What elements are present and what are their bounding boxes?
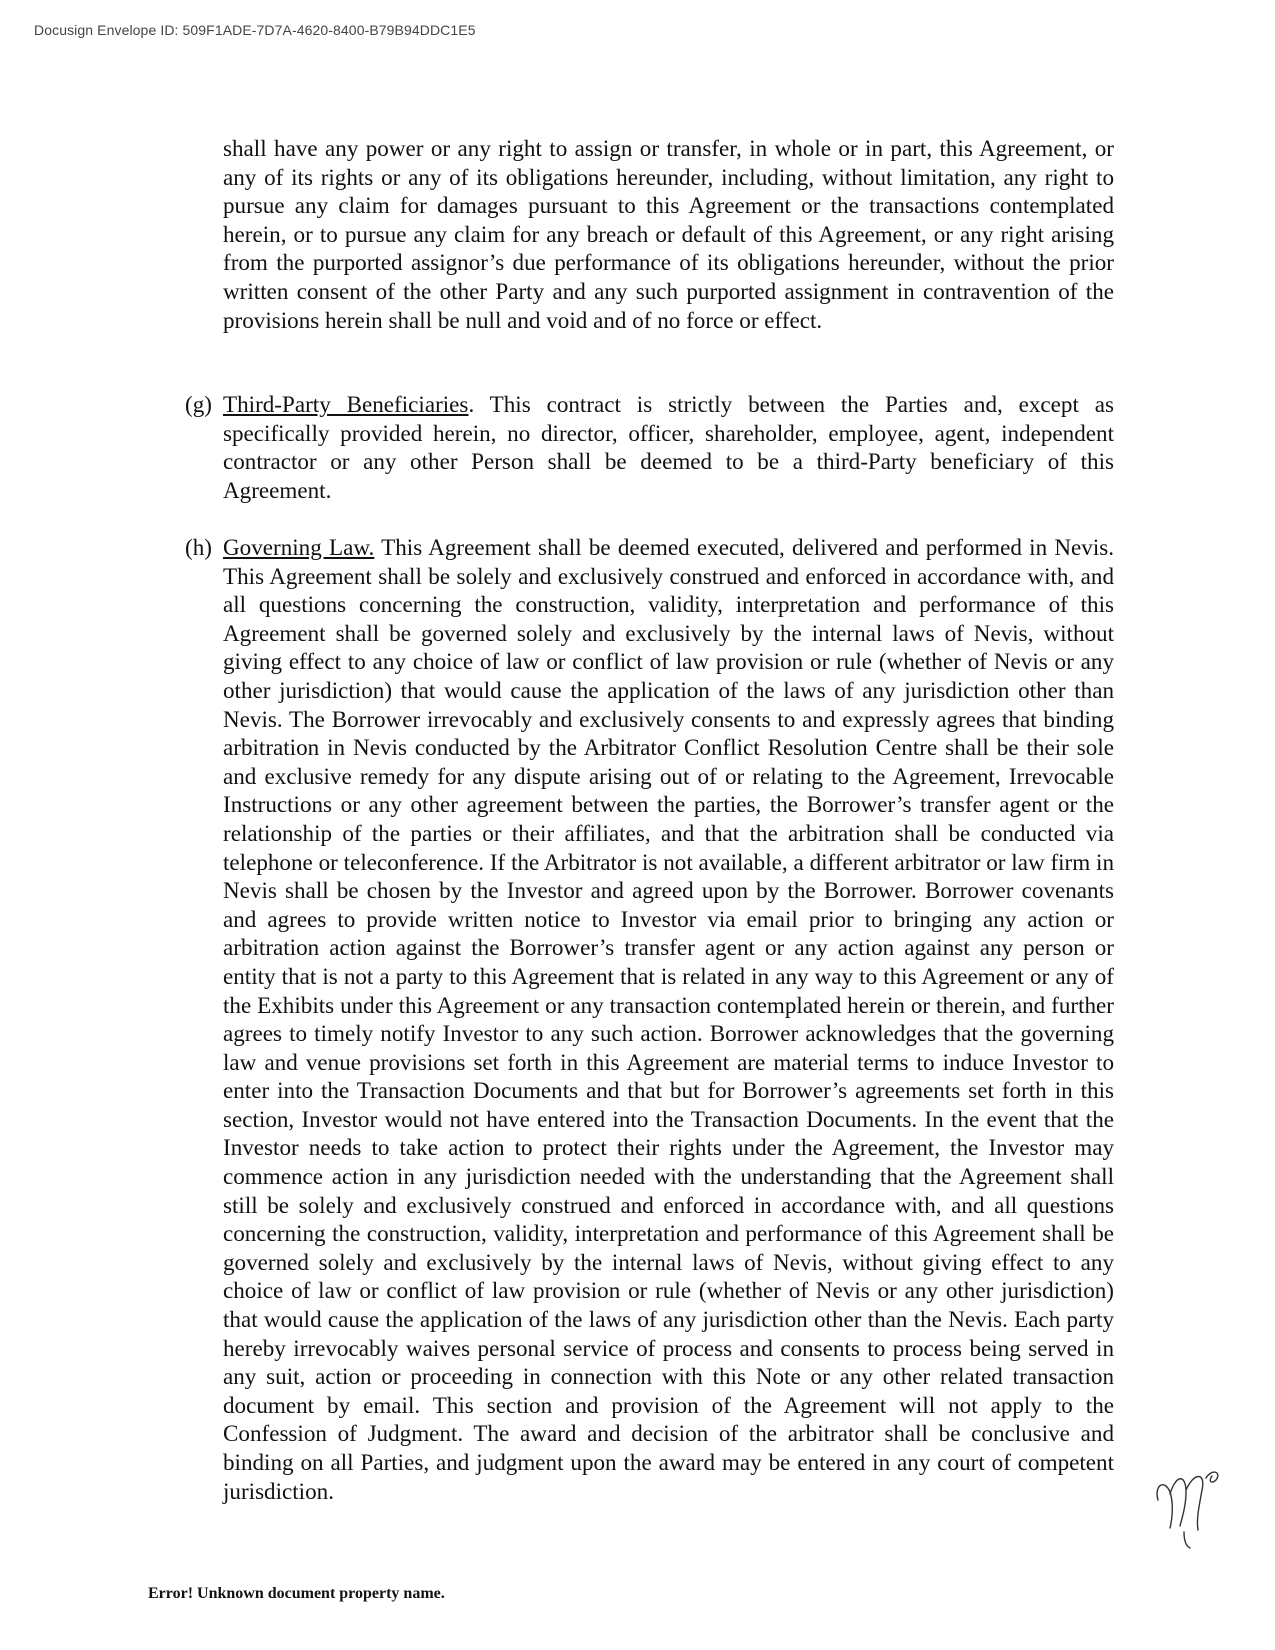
clause-h-label: (h) xyxy=(185,534,212,560)
envelope-id: Docusign Envelope ID: 509F1ADE-7D7A-4620-8400-B79B94DDC1E5 xyxy=(34,22,476,38)
clause-g-text: . This contract is strictly between the Parties and, except as specifically provided herein, no director, officer, shareholder, employee, agent, independent contractor or any other Person shall be deemed to be a third-Party beneficiary of this Agreement. xyxy=(223,391,1114,503)
clause-g-body xyxy=(223,390,1114,504)
footer-error-text: Error! Unknown document property name. xyxy=(148,1585,445,1602)
clause-h-heading: Governing Law. xyxy=(223,534,375,560)
initials-signature xyxy=(1150,1460,1235,1555)
clause-h-text: This Agreement shall be deemed executed, delivered and performed in Nevis. This Agreement shall be solely and exclusively construed and enforced in accordance with, and all questions concerning the construction, validity, interpretation and performance of this Agreement shall be governed solely and exclusively by the internal laws of Nevis, without giving effect to any choice of law or conflict of law provision or rule (whether of Nevis or any other jurisdiction) that would cause the application of the laws of any jurisdiction other than Nevis. The Borrower irrevocably and exclusively consents to and expressly agrees that binding arbitration in Nevis conducted by the Arbitrator Conflict Resolution Centre shall be their sole and exclusive remedy for any dispute arising out of or relating to the Agreement, Irrevocable Instructions or any other agreement between the parties, the Borrower’s transfer agent or the relationship of the parties or their affiliates, and that the arbitration shall be conducted via telephone or teleconference. If the Arbitrator is not available, a different arbitrator or law firm in Nevis shall be chosen by the Investor and agreed upon by the Borrower. Borrower covenants and agrees to provide written notice to Investor via email prior to bringing any action or arbitration action against the Borrower’s transfer agent or any action against any person or entity that is not a party to this Agreement that is related in any way to this Agreement or any of the Exhibits under this Agreement or any transaction contemplated herein or therein, and further agrees to timely notify Investor to any such action. Borrower acknowledges that the governing law and venue provisions set forth in this Agreement are material terms to induce Investor to enter into the Transaction Documents and that but for Borrower’s agreements set forth in this section, Investor would not have entered into the Transaction Documents. In the event that the Investor needs to take action to protect their rights under the Agreement, the Investor may commence action in any jurisdiction needed with the understanding that the Agreement shall still be solely and exclusively construed and enforced in accordance with, and all questions concerning the construction, validity, interpretation and performance of this Agreement shall be governed solely and exclusively by the internal laws of Nevis, without giving effect to any choice of law or conflict of law provision or rule (whether of Nevis or any other jurisdiction) that would cause the application of the laws of any jurisdiction other than the Nevis. Each party hereby irrevocably waives personal service of process and consents to process being served in any suit, action or proceeding in connection with this Note or any other related transaction document by email. This section and provision of the Agreement will not apply to the Confession of Judgment. The award and decision of the arbitrator shall be conclusive and binding on all Parties, and judgment upon the award may be entered in any court of competent jurisdiction. xyxy=(223,534,1115,1504)
clause-g-label: (g) xyxy=(185,391,212,417)
continuation-paragraph: shall have any power or any right to assign or transfer, in whole or in part, this Agreement, or any of its rights or any of its obligations hereunder, including, without limitation, any right to pursue any claim for damages pursuant to this Agreement or the transactions contemplated herein, or to pursue any claim for any breach or default of this Agreement, or any right arising from the purported assignor’s due performance of its obligations hereunder, without the prior written consent of the other Party and any such purported assignment in contravention of the provisions herein shall be null and void and of no force or effect. xyxy=(223,135,1114,333)
clause-g-heading: Third-Party Beneficiaries xyxy=(223,391,469,417)
clause-h-body xyxy=(223,533,1114,1505)
